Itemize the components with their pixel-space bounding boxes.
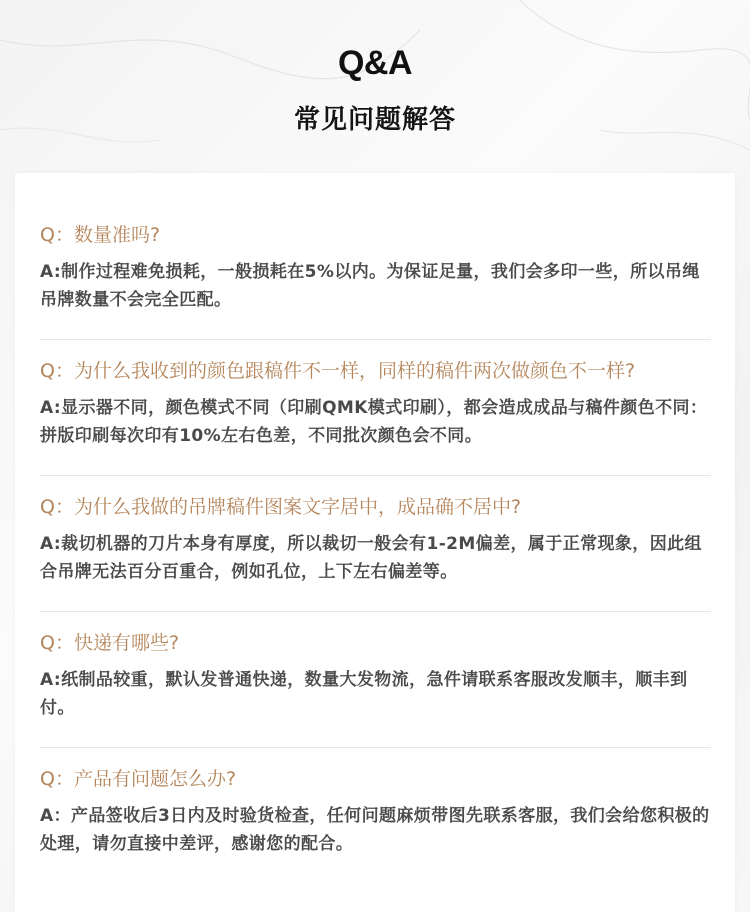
faq-answer: A:制作过程难免损耗，一般损耗在5%以内。为保证足量，我们会多印一些，所以吊绳吊牌数量不会完全匹配。 bbox=[40, 262, 700, 310]
faq-answer: A:裁切机器的刀片本身有厚度，所以裁切一般会有1-2M偏差，属于正常现象，因此组合吊牌无法百分百重合，例如孔位，上下左右偏差等。 bbox=[40, 534, 702, 582]
faq-item bbox=[40, 221, 711, 314]
faq-question: Q：为什么我做的吊牌稿件图案文字居中，成品确不居中? bbox=[40, 496, 522, 518]
page-header bbox=[0, 0, 750, 173]
page-title-en: Q&A bbox=[337, 44, 413, 82]
faq-answer: A：产品签收后3日内及时验货检查，任何问题麻烦带图先联系客服，我们会给您积极的处理，请勿直接中差评，感谢您的配合。 bbox=[40, 806, 710, 854]
faq-answer: A:显示器不同，颜色模式不同（印刷QMK模式印刷），都会造成成品与稿件颜色不同：拼版印刷每次印有10%左右色差，不同批次颜色会不同。 bbox=[40, 398, 708, 446]
faq-divider bbox=[40, 747, 711, 748]
faq-answer: A:纸制品较重，默认发普通快递，数量大发物流，急件请联系客服改发顺丰，顺丰到付。 bbox=[40, 670, 688, 718]
faq-question: Q：快递有哪些? bbox=[40, 632, 180, 654]
faq-question: Q：数量准吗? bbox=[40, 224, 161, 246]
faq-item bbox=[40, 357, 711, 450]
faq-divider bbox=[40, 611, 711, 612]
faq-card bbox=[15, 173, 735, 912]
faq-divider bbox=[40, 339, 711, 340]
faq-item bbox=[40, 493, 711, 586]
faq-item bbox=[40, 629, 711, 722]
faq-item bbox=[40, 765, 711, 858]
faq-question: Q：为什么我收到的颜色跟稿件不一样，同样的稿件两次做颜色不一样? bbox=[40, 360, 636, 382]
faq-divider bbox=[40, 475, 711, 476]
page-title-cn: 常见问题解答 bbox=[293, 105, 456, 135]
faq-question: Q：产品有问题怎么办? bbox=[40, 768, 237, 790]
